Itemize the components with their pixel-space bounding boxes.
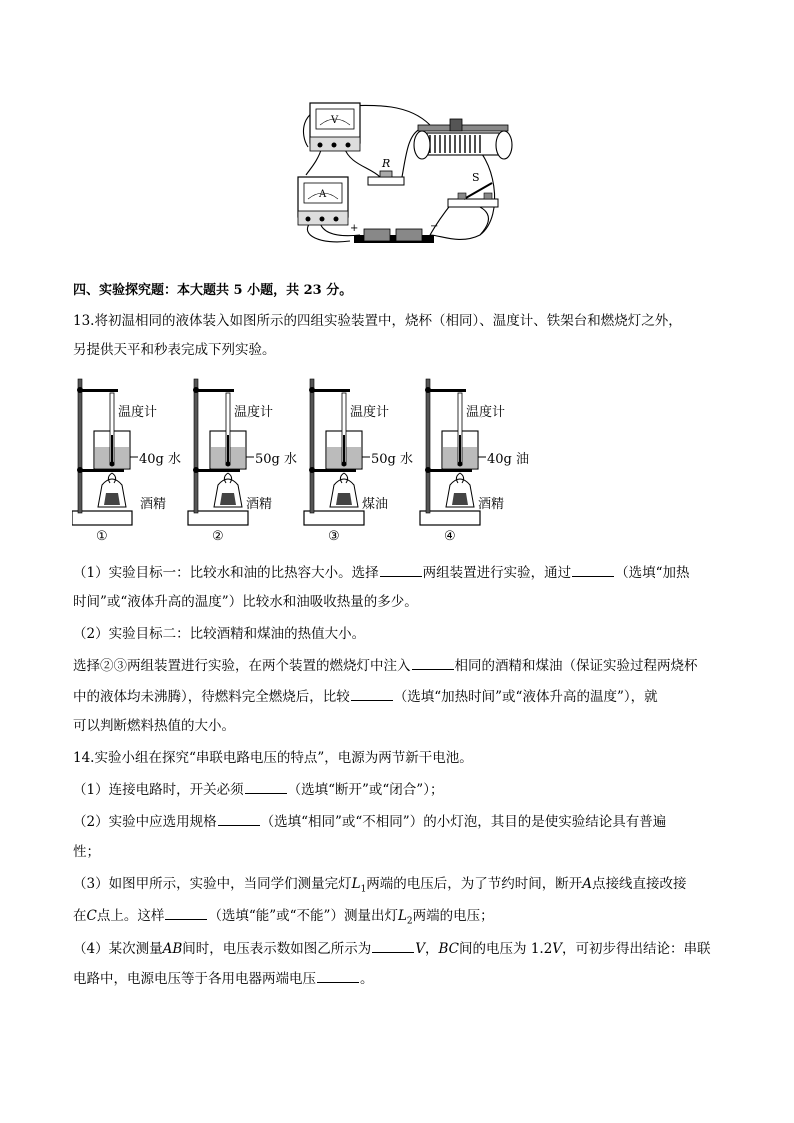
answer-blank[interactable] <box>245 779 287 794</box>
switch-icon <box>448 171 498 207</box>
answer-blank[interactable] <box>380 562 422 577</box>
unit-v: V <box>552 941 563 957</box>
lamp-subscript: 1 <box>360 884 367 895</box>
q14-p4-text-c: ， <box>425 941 439 957</box>
segment-bc: BC <box>438 941 460 957</box>
voltmeter-icon <box>310 103 360 151</box>
setup4-thermometer-label: 温度计 <box>466 405 506 420</box>
answer-blank[interactable] <box>218 811 260 826</box>
q14-p2-text-a: （2）实验中应选用规格 <box>73 814 217 830</box>
q14-p4-text-b: 间时，电压表示数如图乙所示为 <box>182 941 372 957</box>
battery-icon <box>350 221 438 243</box>
q13-part2-line2 <box>73 655 698 676</box>
point-c: C <box>86 908 97 924</box>
q14-part4-line2 <box>73 968 374 989</box>
setup3-thermometer-label: 温度计 <box>350 405 390 420</box>
q13-part2-line3 <box>73 686 658 707</box>
answer-blank[interactable] <box>351 686 393 701</box>
q13-part1-line1 <box>73 562 690 583</box>
setup2-thermometer-label: 温度计 <box>234 405 274 420</box>
q14-p1-text-a: （1）连接电路时，开关必须 <box>73 782 244 798</box>
lamp-subscript: 2 <box>406 916 413 927</box>
lamp-symbol: L <box>397 908 407 924</box>
setup1-thermometer-label: 温度计 <box>118 405 158 420</box>
q14-part4-line1 <box>73 938 711 959</box>
q13-p2-text-b: 相同的酒精和煤油（保证实验过程两烧杯 <box>454 658 698 674</box>
battery-minus: − <box>430 221 439 232</box>
q13-p1-text-c: （选填“加热 <box>615 565 690 581</box>
q14-p4-text-a: （4）某次测量 <box>73 941 163 957</box>
battery-plus: + <box>350 223 359 234</box>
unit-v: V <box>415 941 426 957</box>
q14-p3-text-f: （选填“能”或“不能”）测量出灯 <box>208 908 398 924</box>
q13-p2-text-c: 中的液体均未沸腾），待燃料完全燃烧后，比较 <box>73 689 350 705</box>
answer-blank[interactable] <box>372 938 414 953</box>
q14-part1 <box>73 779 443 800</box>
ammeter-label: A <box>319 189 327 200</box>
setup1-fuel-label: 酒精 <box>140 497 167 512</box>
q14-p3-text-b: 两端的电压后，为了节约时间，断开 <box>366 876 583 892</box>
q14-p3-text-e: 点上。这样 <box>96 908 165 924</box>
q13-line2: 另提供天平和秒表完成下列实验。 <box>73 342 276 358</box>
ammeter-icon <box>298 177 348 225</box>
circuit-diagram <box>280 95 520 247</box>
q14-part3-line1 <box>73 874 687 900</box>
q14-p4-text-e: ，可初步得出结论：串联 <box>562 941 711 957</box>
q13-part2-line1: （2）实验目标二：比较酒精和煤油的热值大小。 <box>73 626 366 642</box>
q14-p2-text-b: （选填“相同”或“不相同”）的小灯泡，其目的是使实验结论具有普遍 <box>260 814 667 830</box>
rheostat-icon <box>414 119 512 159</box>
q13-line1: 13.将初温相同的液体装入如图所示的四组实验装置中，烧杯（相同）、温度计、铁架台和燃烧灯之外， <box>73 313 682 329</box>
setup3-fuel-label: 煤油 <box>362 497 389 512</box>
voltmeter-label: V <box>331 115 339 126</box>
switch-label: S <box>472 171 480 184</box>
section-header: 四、实验探究题：本大题共 5 小题，共 23 分。 <box>73 283 353 298</box>
q13-p2-text-a: 选择②③两组装置进行实验，在两个装置的燃烧灯中注入 <box>73 658 411 674</box>
q13-p1-text-a: （1）实验目标一：比较水和油的比热容大小。选择 <box>73 565 379 581</box>
setup2-mass-label: 50g 水 <box>255 452 297 467</box>
q13-p2-text-d: （选填“加热时间”或“液体升高的温度”），就 <box>393 689 658 705</box>
setup4-number: ④ <box>444 529 456 544</box>
answer-blank[interactable] <box>165 905 207 920</box>
q13-part1-line2: 时间”或“液体升高的温度”）比较水和油吸收热量的多少。 <box>73 594 418 610</box>
q14-p3-text-d: 在 <box>73 908 87 924</box>
q14-p3-text-g: 两端的电压； <box>412 908 494 924</box>
point-a: A <box>582 876 593 892</box>
setup2-number: ② <box>212 529 224 544</box>
resistor-label: R <box>382 157 391 170</box>
q14-p1-text-b: （选填“断开”或“闭合”）； <box>287 782 444 798</box>
answer-blank[interactable] <box>412 655 454 670</box>
q14-part2-line2: 性； <box>73 844 100 860</box>
setup4-fuel-label: 酒精 <box>478 497 505 512</box>
q14-p3-text-c: 点接线直接改接 <box>592 876 687 892</box>
q13-part2-line4: 可以判断燃料热值的大小。 <box>73 718 235 734</box>
q13-p1-text-b: 两组装置进行实验，通过 <box>422 565 572 581</box>
q14-part2-line1 <box>73 811 666 832</box>
experiment-setups <box>72 375 542 550</box>
setup2-fuel-label: 酒精 <box>246 497 273 512</box>
q14-p3-text-a: （3）如图甲所示，实验中，当同学们测量完灯 <box>73 876 352 892</box>
segment-ab: AB <box>162 941 183 957</box>
setup4-mass-label: 40g 油 <box>487 452 529 467</box>
setup3-number: ③ <box>328 529 340 544</box>
q14-p4-text-d: 间的电压为 1.2 <box>459 941 553 957</box>
setup1-mass-label: 40g 水 <box>139 452 181 467</box>
q14-p4-text-g: 。 <box>360 971 374 987</box>
answer-blank[interactable] <box>572 562 614 577</box>
setup3-mass-label: 50g 水 <box>371 452 413 467</box>
answer-blank[interactable] <box>317 968 359 983</box>
q14-part3-line2 <box>73 905 494 932</box>
resistor-icon <box>368 157 404 185</box>
lamp-symbol: L <box>351 876 361 892</box>
q14-line1: 14.实验小组在探究“串联电路电压的特点”，电源为两节新干电池。 <box>73 750 473 766</box>
setup1-number: ① <box>96 529 108 544</box>
q14-p4-text-f: 电路中，电源电压等于各用电器两端电压 <box>73 971 316 987</box>
